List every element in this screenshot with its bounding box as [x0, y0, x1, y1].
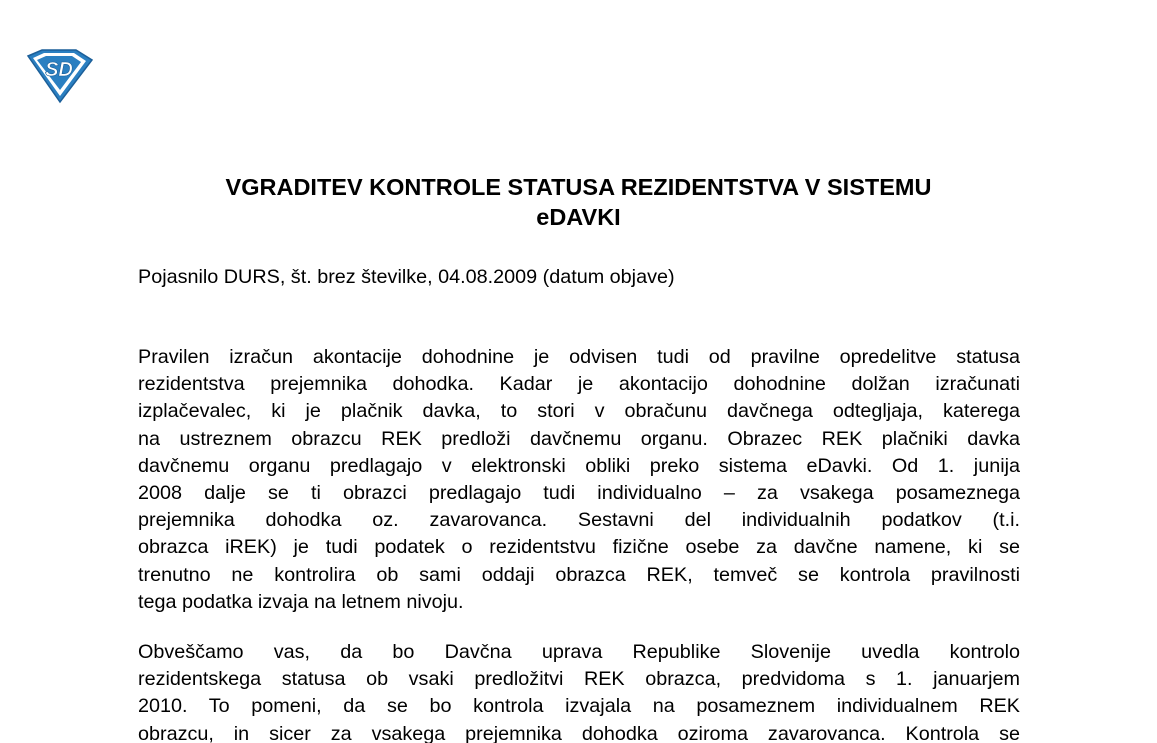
title-line-2: eDAVKI — [536, 204, 621, 230]
paragraph-line: prejemnika dohodka oz. zavarovanca. Sestavni del individualnih podatkov (t.i. — [138, 509, 1020, 532]
paragraph-line: na ustreznem obrazcu REK predloži davčnemu organu. Obrazec REK plačniki davka — [138, 427, 1020, 450]
document-subtitle: Pojasnilo DURS, št. brez številke, 04.08.2009 (datum objave) — [138, 266, 675, 288]
paragraph-line: rezidentskega statusa ob vsaki predložitvi REK obrazca, predvidoma s 1. januarjem — [138, 668, 1020, 691]
paragraph-line: davčnemu organu predlagajo v elektronski obliki preko sistema eDavki. Od 1. junija — [138, 454, 1020, 477]
paragraph-line: obrazcu, in sicer za vsakega prejemnika dohodka oziroma zavarovanca. Kontrola se — [138, 722, 1020, 743]
paragraph-line: trenutno ne kontrolira ob sami oddaji obrazca REK, temveč se kontrola pravilnosti — [138, 563, 1020, 586]
paragraph-line: Obveščamo vas, da bo Davčna uprava Republike Slovenije uvedla kontrolo — [138, 641, 1020, 663]
paragraph-line: 2010. To pomeni, da se bo kontrola izvajala na posameznem individualnem REK — [138, 695, 1020, 718]
logo-text: SD — [45, 59, 73, 81]
document-title — [120, 172, 1037, 232]
paragraph-line: tega podatka izvaja na letnem nivoju. — [138, 590, 464, 613]
paragraph-line: Pravilen izračun akontacije dohodnine je odvisen tudi od pravilne opredelitve statusa — [138, 346, 1020, 368]
paragraph-1 — [138, 344, 1020, 616]
paragraph-2 — [138, 639, 1020, 743]
title-line-1: VGRADITEV KONTROLE STATUSA REZIDENTSTVA V SISTEMU — [225, 174, 932, 200]
paragraph-line: rezidentstva prejemnika dohodka. Kadar je akontacijo dohodnine dolžan izračunati — [138, 373, 1020, 396]
paragraph-line: izplačevalec, ki je plačnik davka, to stori v obračunu davčnega odtegljaja, katerega — [138, 400, 1020, 423]
paragraph-line: 2008 dalje se ti obrazci predlagajo tudi individualno – za vsakega posameznega — [138, 482, 1020, 505]
sd-logo-icon — [22, 48, 96, 104]
paragraph-line: obrazca iREK) je tudi podatek o rezidentstvu fizične osebe za davčne namene, ki se — [138, 536, 1020, 559]
